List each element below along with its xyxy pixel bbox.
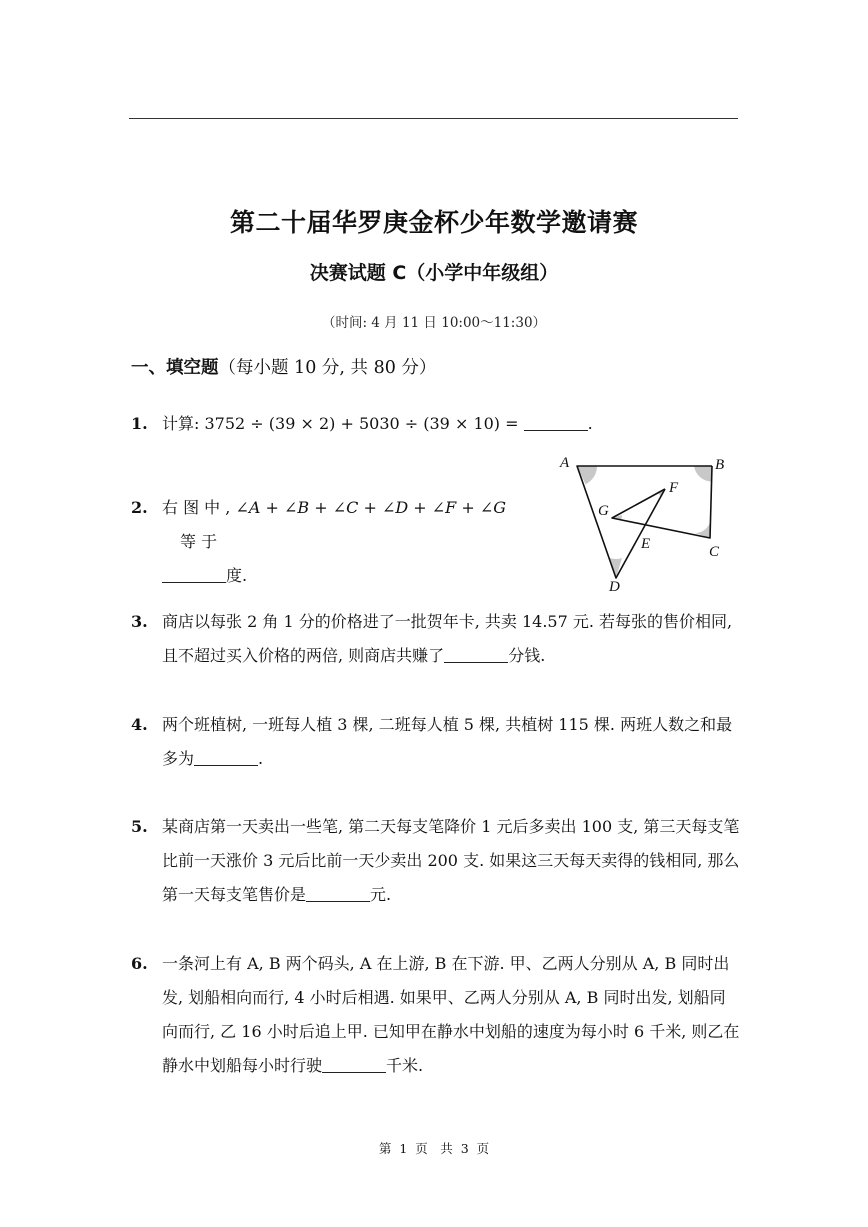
- question-6: [131, 947, 740, 1083]
- question-3: [131, 605, 740, 673]
- question-number: 1.: [131, 414, 148, 433]
- triangle-adb: [577, 466, 712, 578]
- question-text-end: 元.: [370, 885, 392, 904]
- page-title: 第二十届华罗庚金杯少年数学邀请赛: [229, 208, 638, 237]
- page-subtitle: 决赛试题 C（小学中年级组）: [309, 262, 559, 284]
- label-b: B: [715, 457, 725, 473]
- section-note: （每小题 10 分, 共 80 分）: [218, 358, 437, 378]
- label-f: F: [669, 480, 679, 496]
- exam-time: （时间: 4 月 11 日 10:00～11:30）: [321, 315, 547, 331]
- header-rule: [129, 118, 738, 119]
- question-5: [131, 810, 740, 912]
- question-number: 5.: [131, 817, 148, 836]
- page-footer: 第 1 页 共 3 页: [378, 1141, 490, 1156]
- question-text: 商店以每张 2 角 1 分的价格进了一批贺年卡, 共卖 14.57 元. 若每张的售价相同, 且不超过买入价格的两倍, 则商店共赚了: [162, 612, 733, 665]
- geometry-figure: [555, 452, 735, 594]
- question-text: 右 图 中 ,: [162, 498, 231, 517]
- answer-blank[interactable]: [162, 566, 226, 583]
- question-text-end: 千米.: [386, 1056, 424, 1075]
- question-text-end: .: [587, 414, 593, 433]
- answer-blank[interactable]: [524, 414, 588, 431]
- question-number: 6.: [131, 954, 148, 973]
- question-4: [131, 708, 740, 776]
- angle-b-mark: [694, 466, 712, 482]
- question-number: 4.: [131, 715, 148, 734]
- label-a: A: [560, 455, 570, 471]
- question-text-mid: 等 于: [180, 532, 218, 551]
- question-text-end: 分钱.: [508, 646, 546, 665]
- question-expression: ∠A + ∠B + ∠C + ∠D + ∠F + ∠G: [235, 498, 507, 517]
- triangle-gfc: [612, 466, 712, 538]
- question-text: 两个班植树, 一班每人植 3 棵, 二班每人植 5 棵, 共植树 115 棵. 两班人数之和最多为: [162, 715, 733, 768]
- question-text: 某商店第一天卖出一些笔, 第二天每支笔降价 1 元后多卖出 100 支, 第三天每支笔比前一天涨价 3 元后比前一天少卖出 200 支. 如果这三天每天卖得的钱相同, 那么第一天每支笔售价是: [162, 817, 740, 904]
- question-number: 3.: [131, 612, 148, 631]
- section-title: 一、填空题: [131, 358, 219, 378]
- question-2: [131, 491, 542, 593]
- section-heading: [131, 354, 436, 379]
- answer-blank[interactable]: [194, 749, 258, 766]
- question-text-end: 度.: [226, 566, 248, 585]
- answer-blank[interactable]: [444, 646, 508, 663]
- label-g: G: [598, 503, 609, 519]
- question-text: 一条河上有 A, B 两个码头, A 在上游, B 在下游. 甲、乙两人分别从 A, B 同时出发, 划船相向而行, 4 小时后相遇. 如果甲、乙两人分别从 A, B 同时出发, 划船同向而行, 乙 16 小时后追上甲. 已知甲在静水中划船的速度为每小时 6 千米, 则乙在静水中划船每小时行驶: [162, 954, 740, 1075]
- label-c: C: [709, 544, 720, 560]
- answer-blank[interactable]: [306, 885, 370, 902]
- answer-blank[interactable]: [322, 1056, 386, 1073]
- label-e: E: [641, 536, 651, 552]
- question-number: 2.: [131, 498, 148, 517]
- question-expression: 3752 ÷ (39 × 2) + 5030 ÷ (39 × 10) =: [204, 414, 519, 433]
- question-1: [131, 407, 740, 441]
- question-text: 计算:: [162, 414, 205, 433]
- question-text-end: .: [258, 749, 264, 768]
- label-d: D: [609, 579, 620, 594]
